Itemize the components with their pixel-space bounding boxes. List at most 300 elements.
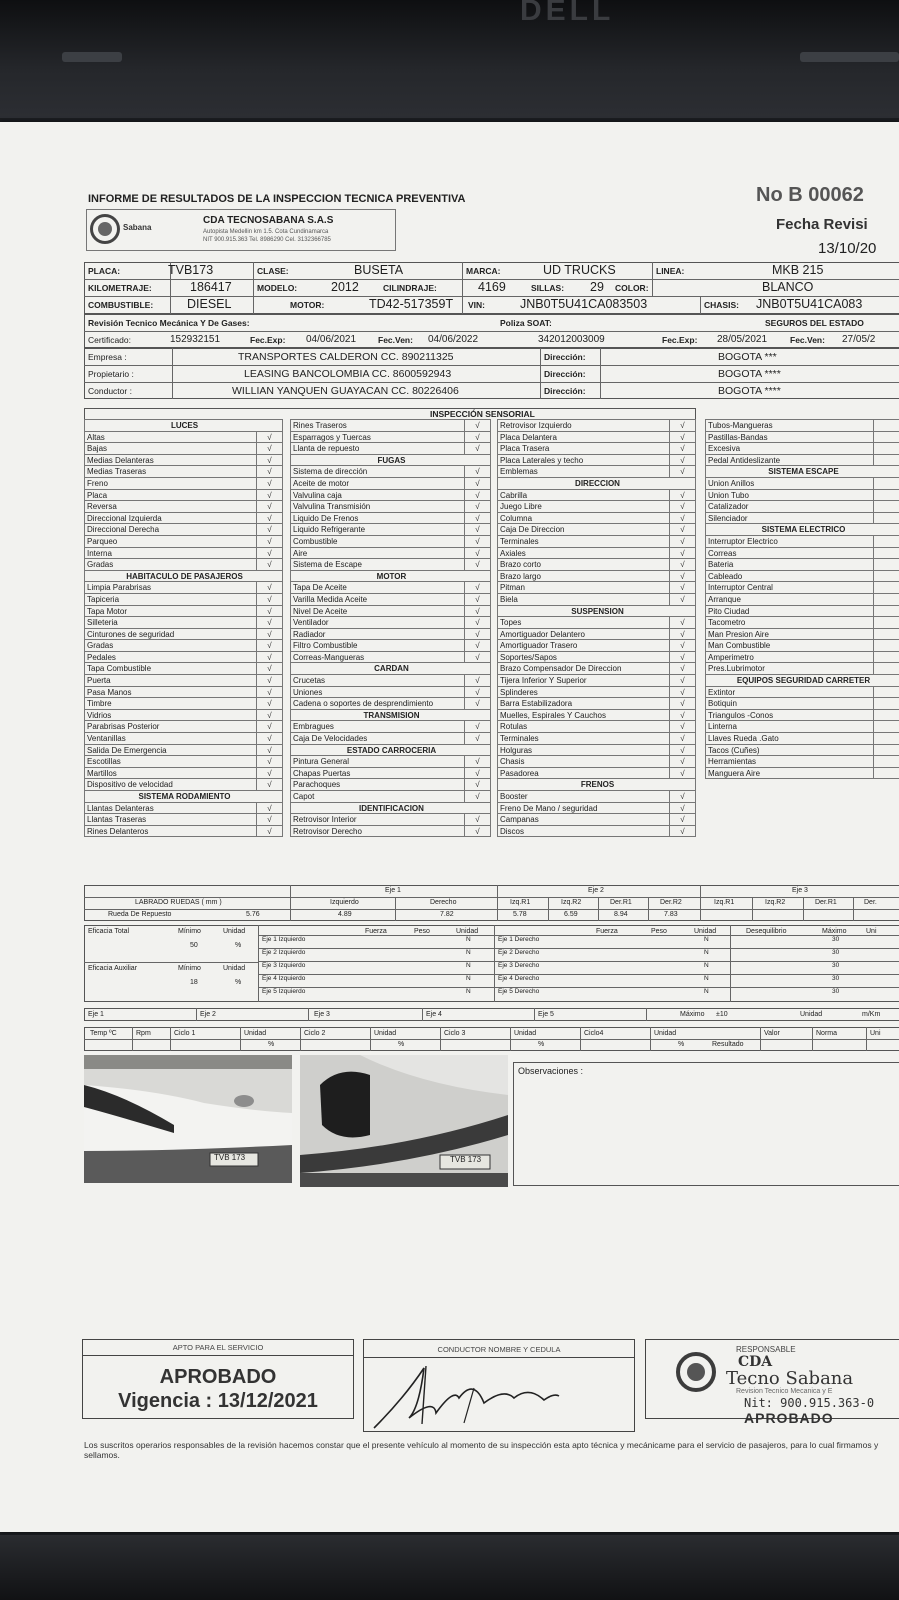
check-mark-icon <box>874 571 899 583</box>
check-mark-icon <box>874 594 899 606</box>
observaciones-box <box>513 1062 899 1186</box>
freno-eje-izq-label: Eje 4 Izquierdo <box>262 975 306 982</box>
checklist-item-label: Dispositivo de velocidad <box>85 779 257 791</box>
check-mark-icon: √ <box>670 663 696 675</box>
check-mark-icon: √ <box>465 687 491 699</box>
gases-col-header: Norma <box>816 1030 838 1037</box>
eje1-izq-value: 4.89 <box>338 911 352 918</box>
combustible-value: DIESEL <box>187 297 232 311</box>
checklist-item-label: Ventanillas <box>85 733 257 745</box>
soat-label: Poliza SOAT: <box>500 318 552 328</box>
checklist-item-label: Topes <box>498 617 670 629</box>
check-mark-icon: √ <box>257 768 283 780</box>
company-address: Autopista Medellin km 1.5. Cota Cundinamarca <box>203 229 329 235</box>
section-heading: HABITACULO DE PASAJEROS <box>85 571 283 583</box>
check-mark-icon: √ <box>670 524 696 536</box>
check-mark-icon: √ <box>670 501 696 513</box>
stamp-sub: Revision Tecnico Mecanica y E <box>736 1388 833 1395</box>
freno-max-value: 30 <box>832 949 840 956</box>
check-mark-icon: √ <box>257 490 283 502</box>
check-mark-icon <box>874 536 899 548</box>
empresa-value: TRANSPORTES CALDERON CC. 890211325 <box>238 351 454 363</box>
gases-pct: % <box>538 1041 545 1048</box>
checklist-item-label: Placa Delantera <box>498 432 670 444</box>
checklist-column-3 <box>497 419 696 837</box>
section-heading: SISTEMA ESCAPE <box>706 466 899 478</box>
check-mark-icon: √ <box>670 756 696 768</box>
checklist-item-label: Barra Estabilizadora <box>498 698 670 710</box>
freno-max-value: 30 <box>832 962 840 969</box>
checklist-item-label: Cadena o soportes de desprendimiento <box>291 698 465 710</box>
check-mark-icon: √ <box>257 617 283 629</box>
e2-head-2: Izq.R2 <box>561 899 582 906</box>
checklist-column-1 <box>84 419 283 837</box>
checklist-item-label: Freno De Mano / seguridad <box>498 803 670 815</box>
checklist-item-label: Pres.Lubrimotor <box>706 663 874 675</box>
checklist-item-label: Tubos-Mangueras <box>706 420 874 432</box>
aprobado-text: APROBADO <box>159 1366 277 1388</box>
check-mark-icon: √ <box>670 652 696 664</box>
freno-unit-n-r: N <box>704 936 709 943</box>
min-total-value: 50 <box>190 942 198 949</box>
company-nit: NIT 900.915.363 Tel. 8986290 Cel. 3132366785 <box>203 237 331 243</box>
vin-label: VIN: <box>468 300 485 310</box>
check-mark-icon: √ <box>257 779 283 791</box>
checklist-item-label: Varilla Medida Aceite <box>291 594 465 606</box>
check-mark-icon: √ <box>670 826 696 838</box>
clase-label: CLASE: <box>257 266 289 276</box>
check-mark-icon <box>874 432 899 444</box>
freno-unit-n: N <box>466 975 471 982</box>
checklist-item-label: Juego Libre <box>498 501 670 513</box>
empresa-label: Empresa : <box>88 352 127 362</box>
soat-value: 342012003009 <box>538 334 605 345</box>
unit-total-value: % <box>235 942 242 949</box>
checklist-item-label: Brazo Compensador De Direccion <box>498 663 670 675</box>
checklist-item-label: Valvulina caja <box>291 490 465 502</box>
fuerza-label: Fuerza <box>365 928 387 935</box>
document-number: No B 00062 <box>756 184 864 206</box>
checklist-item-label: Caja De Direccion <box>498 524 670 536</box>
gases-col-header: Ciclo 3 <box>444 1030 466 1037</box>
certificado-label: Certificado: <box>88 335 131 345</box>
checklist-item-label: Interruptor Electrico <box>706 536 874 548</box>
check-mark-icon: √ <box>257 582 283 594</box>
fecha-label: Fecha Revisi <box>776 216 868 233</box>
checklist-item-label: Manguera Aire <box>706 768 874 780</box>
checklist-item-label: Pedales <box>85 652 257 664</box>
unidad-r-label: Unidad <box>694 928 717 935</box>
company-box <box>86 209 396 251</box>
check-mark-icon: √ <box>257 710 283 722</box>
e3-head-4: Der. <box>864 899 877 906</box>
checklist-item-label: Herramientas <box>706 756 874 768</box>
freno-eje-izq-label: Eje 1 Izquierdo <box>262 936 306 943</box>
linea-label: LINEA: <box>656 266 685 276</box>
sillas-value: 29 <box>590 280 604 294</box>
checklist-column-4 <box>705 419 899 779</box>
check-mark-icon: √ <box>670 745 696 757</box>
check-mark-icon <box>874 710 899 722</box>
check-mark-icon: √ <box>257 756 283 768</box>
check-mark-icon: √ <box>257 478 283 490</box>
checklist-item-label: Emblemas <box>498 466 670 478</box>
freno-unit-n: N <box>466 962 471 969</box>
eje1-izq-label: Izquierdo <box>330 899 359 906</box>
check-mark-icon: √ <box>465 698 491 710</box>
checklist-item-label: Correas <box>706 548 874 560</box>
check-mark-icon <box>874 721 899 733</box>
checklist-item-label: Tijera Inferior Y Superior <box>498 675 670 687</box>
dell-logo: DELL <box>520 0 615 27</box>
check-mark-icon: √ <box>465 548 491 560</box>
gases-resultado-label: Resultado <box>712 1041 744 1048</box>
check-mark-icon: √ <box>257 524 283 536</box>
checklist-item-label: Placa Laterales y techo <box>498 455 670 467</box>
freno-max-value: 30 <box>832 975 840 982</box>
stamp-cda: CDA <box>738 1354 773 1370</box>
freno-max-value: 30 <box>832 988 840 995</box>
check-mark-icon: √ <box>670 687 696 699</box>
minimo-label: Mínimo <box>178 928 201 935</box>
check-mark-icon: √ <box>670 490 696 502</box>
checklist-item-label: Amortiguador Delantero <box>498 629 670 641</box>
checklist-item-label: Ventilador <box>291 617 465 629</box>
gases-col-header: Valor <box>764 1030 780 1037</box>
checklist-item-label: Man Presion Aire <box>706 629 874 641</box>
checklist-item-label: Triangulos -Conos <box>706 710 874 722</box>
plate-right: TVB 173 <box>450 1155 482 1164</box>
labrado-title: LABRADO RUEDAS ( mm ) <box>135 899 222 906</box>
check-mark-icon: √ <box>670 698 696 710</box>
gases-col-header: Ciclo 1 <box>174 1030 196 1037</box>
check-mark-icon <box>874 652 899 664</box>
section-heading: FRENOS <box>498 779 696 791</box>
eje1-label: Eje 1 <box>385 887 401 894</box>
empresa-dir-label: Dirección: <box>544 352 586 362</box>
check-mark-icon: √ <box>670 548 696 560</box>
checklist-item-label: Terminales <box>498 536 670 548</box>
checklist-item-label: Llantas Delanteras <box>85 803 257 815</box>
checklist-item-label: Man Combustible <box>706 640 874 652</box>
checklist-item-label: Altas <box>85 432 257 444</box>
section-heading: EQUIPOS SEGURIDAD CARRETER <box>706 675 899 687</box>
check-mark-icon: √ <box>465 524 491 536</box>
checklist-item-label: Brazo corto <box>498 559 670 571</box>
marca-value: UD TRUCKS <box>543 263 616 277</box>
unit-aux-value: % <box>235 979 242 986</box>
freno-unit-n: N <box>466 949 471 956</box>
checklist-item-label: Catalizador <box>706 501 874 513</box>
check-mark-icon: √ <box>257 814 283 826</box>
checklist-item-label: Biela <box>498 594 670 606</box>
section-heading: TRANSMISION <box>291 710 491 722</box>
km-value: 186417 <box>190 280 232 294</box>
color-label: COLOR: <box>615 283 649 293</box>
empresa-dir-value: BOGOTA *** <box>718 351 777 363</box>
fecha-value: 13/10/20 <box>818 240 877 257</box>
checklist-item-label: Silenciador <box>706 513 874 525</box>
checklist-item-label: Union Tubo <box>706 490 874 502</box>
freno-unit-n: N <box>466 936 471 943</box>
checklist-item-label: Liquido Refrigerante <box>291 524 465 536</box>
soat-fven-value: 27/05/2 <box>842 334 876 345</box>
checklist-item-label: Correas-Mangueras <box>291 652 465 664</box>
checklist-item-label: Limpia Parabrisas <box>85 582 257 594</box>
section-heading: ESTADO CARROCERIA <box>291 745 491 757</box>
checklist-item-label: Puerta <box>85 675 257 687</box>
checklist-item-label: Gradas <box>85 559 257 571</box>
checklist-item-label: Tapa De Aceite <box>291 582 465 594</box>
checklist-item-label: Booster <box>498 791 670 803</box>
freno-eje-izq-label: Eje 5 Izquierdo <box>262 988 306 995</box>
gases-pct: % <box>678 1041 685 1048</box>
check-mark-icon <box>874 490 899 502</box>
checklist-item-label: Chapas Puertas <box>291 768 465 780</box>
check-mark-icon: √ <box>465 721 491 733</box>
checklist-item-label: Pintura General <box>291 756 465 768</box>
check-mark-icon <box>874 687 899 699</box>
clase-value: BUSETA <box>354 263 404 277</box>
gases-col-header: Temp ºC <box>90 1030 117 1037</box>
check-mark-icon: √ <box>257 501 283 513</box>
checklist-item-label: Parabrisas Posterior <box>85 721 257 733</box>
checklist-item-label: Uniones <box>291 687 465 699</box>
check-mark-icon: √ <box>670 617 696 629</box>
check-mark-icon: √ <box>670 814 696 826</box>
e2-head-1: Izq.R1 <box>510 899 531 906</box>
e3-head-3: Der.R1 <box>815 899 837 906</box>
check-mark-icon: √ <box>257 803 283 815</box>
check-mark-icon: √ <box>257 721 283 733</box>
checklist-item-label: Sistema de dirección <box>291 466 465 478</box>
check-mark-icon: √ <box>257 455 283 467</box>
checklist-item-label: Extintor <box>706 687 874 699</box>
check-mark-icon <box>874 606 899 618</box>
check-mark-icon: √ <box>257 733 283 745</box>
check-mark-icon: √ <box>465 617 491 629</box>
checklist-item-label: Direccional Derecha <box>85 524 257 536</box>
check-mark-icon: √ <box>257 432 283 444</box>
checklist-item-label: Combustible <box>291 536 465 548</box>
cilindraje-label: CILINDRAJE: <box>383 283 437 293</box>
gases-col-header: Unidad <box>514 1030 537 1037</box>
checklist-item-label: Pedal Antideslizante <box>706 455 874 467</box>
check-mark-icon <box>874 733 899 745</box>
e2-head-4: Der.R2 <box>660 899 682 906</box>
e2-head-3: Der.R1 <box>610 899 632 906</box>
check-mark-icon <box>874 768 899 780</box>
unidad-label: Unidad <box>223 928 246 935</box>
checklist-item-label: Tacometro <box>706 617 874 629</box>
color-value: BLANCO <box>762 280 814 294</box>
rtm-label: Revisión Tecnico Mecánica Y De Gases: <box>88 318 250 328</box>
gases-col-header: Unidad <box>374 1030 397 1037</box>
section-heading: SISTEMA ELECTRICO <box>706 524 899 536</box>
section-heading: SISTEMA RODAMIENTO <box>85 791 283 803</box>
apto-box <box>82 1339 354 1419</box>
conductor-dir-label: Dirección: <box>544 386 586 396</box>
disclaimer-text: Los suscritos operarios responsables de la revisión hacemos constar que el presente vehículo al momento de su inspección esta apto técnica y mecánicame para el servicio de pasajeros, para lo cual firmamos y sellamos. <box>84 1440 879 1460</box>
checklist-item-label: Salida De Emergencia <box>85 745 257 757</box>
checklist-item-label: Gradas <box>85 640 257 652</box>
eje1-der-value: 7.82 <box>440 911 454 918</box>
check-mark-icon: √ <box>257 663 283 675</box>
signature-icon <box>364 1358 634 1432</box>
min-aux-value: 18 <box>190 979 198 986</box>
check-mark-icon: √ <box>670 721 696 733</box>
check-mark-icon: √ <box>670 466 696 478</box>
freno-unit-n-r: N <box>704 962 709 969</box>
repuesto-label: Rueda De Repuesto <box>108 911 172 918</box>
vehicle-photo-left <box>84 1055 292 1183</box>
check-mark-icon: √ <box>465 640 491 652</box>
checklist-item-label: Embragues <box>291 721 465 733</box>
observaciones-label: Observaciones : <box>518 1066 584 1076</box>
freno-eje-der-label: Eje 2 Derecho <box>498 949 540 956</box>
eje3-label: Eje 3 <box>792 887 808 894</box>
gases-pct: % <box>398 1041 405 1048</box>
conductor-signature-box <box>363 1339 635 1432</box>
check-mark-icon: √ <box>465 606 491 618</box>
soat-fexp-value: 28/05/2021 <box>717 334 768 345</box>
checklist-item-label: Martillos <box>85 768 257 780</box>
checklist-item-label: Parqueo <box>85 536 257 548</box>
check-mark-icon: √ <box>465 652 491 664</box>
vin-value: JNB0T5U41CA083503 <box>520 297 648 311</box>
suspension-eje-label: Eje 2 <box>200 1011 216 1018</box>
checklist-item-label: Nivel De Aceite <box>291 606 465 618</box>
check-mark-icon: √ <box>465 594 491 606</box>
checklist-item-label: Linterna <box>706 721 874 733</box>
propietario-dir-label: Dirección: <box>544 369 586 379</box>
gases-col-header: Rpm <box>136 1030 151 1037</box>
checklist-item-label: Escotillas <box>85 756 257 768</box>
rtm-fven-value: 04/06/2022 <box>428 334 479 345</box>
check-mark-icon: √ <box>465 443 491 455</box>
check-mark-icon: √ <box>670 733 696 745</box>
checklist-item-label: Placa <box>85 490 257 502</box>
checklist-item-label: Rines Traseros <box>291 420 465 432</box>
check-mark-icon: √ <box>670 536 696 548</box>
freno-eje-der-label: Eje 5 Derecho <box>498 988 540 995</box>
checklist-item-label: Pasadorea <box>498 768 670 780</box>
document-title: INFORME DE RESULTADOS DE LA INSPECCION TECNICA PREVENTIVA <box>88 193 466 205</box>
check-mark-icon: √ <box>257 594 283 606</box>
vigencia-text: Vigencia : 13/12/2021 <box>118 1390 318 1412</box>
checklist-item-label: Tapa Combustible <box>85 663 257 675</box>
checklist-item-label: Cableado <box>706 571 874 583</box>
freno-unit-n: N <box>466 988 471 995</box>
checklist-item-label: Llaves Rueda .Gato <box>706 733 874 745</box>
checklist-item-label: Arranque <box>706 594 874 606</box>
km-label: KILOMETRAJE: <box>88 283 152 293</box>
suspension-eje-label: Eje 4 <box>426 1011 442 1018</box>
chasis-label: CHASIS: <box>704 300 739 310</box>
gases-col-header: Unidad <box>654 1030 677 1037</box>
check-mark-icon: √ <box>670 640 696 652</box>
gases-col-header: Ciclo 2 <box>304 1030 326 1037</box>
maximo-label: Máximo <box>822 928 847 935</box>
checklist-item-label: Rines Delanteros <box>85 826 257 838</box>
laptop-lower-bezel <box>0 1535 899 1600</box>
checklist-item-label: Splinderes <box>498 687 670 699</box>
checklist-item-label: Valvulina Transmisión <box>291 501 465 513</box>
checklist-column-2 <box>290 419 491 837</box>
sillas-label: SILLAS: <box>531 283 565 293</box>
chasis-value: JNB0T5U41CA083 <box>756 297 863 311</box>
combustible-label: COMBUSTIBLE: <box>88 300 154 310</box>
modelo-label: MODELO: <box>257 283 298 293</box>
checklist-item-label: Holguras <box>498 745 670 757</box>
checklist-item-label: Radiador <box>291 629 465 641</box>
check-mark-icon: √ <box>257 745 283 757</box>
checklist-item-label: Tapiceria <box>85 594 257 606</box>
checklist-item-label: Parachoques <box>291 779 465 791</box>
check-mark-icon: √ <box>465 490 491 502</box>
check-mark-icon: √ <box>465 768 491 780</box>
checklist-item-label: Union Anillos <box>706 478 874 490</box>
checklist-item-label: Caja De Velocidades <box>291 733 465 745</box>
linea-value: MKB 215 <box>772 263 824 277</box>
check-mark-icon: √ <box>257 675 283 687</box>
checklist-item-label: Soportes/Sapos <box>498 652 670 664</box>
conductor-value: WILLIAN YANQUEN GUAYACAN CC. 80226406 <box>232 385 459 397</box>
rtm-fexp-value: 04/06/2021 <box>306 334 357 345</box>
section-heading: LUCES <box>85 420 283 432</box>
stamp-logo-icon <box>676 1352 716 1392</box>
check-mark-icon: √ <box>257 640 283 652</box>
apto-label: APTO PARA EL SERVICIO <box>172 1343 264 1352</box>
checklist-item-label: Freno <box>85 478 257 490</box>
check-mark-icon: √ <box>670 513 696 525</box>
check-mark-icon <box>874 513 899 525</box>
stamp-nit: Nit: 900.915.363-0 <box>744 1396 875 1410</box>
freno-unit-n-r: N <box>704 975 709 982</box>
check-mark-icon: √ <box>465 675 491 687</box>
check-mark-icon: √ <box>670 768 696 780</box>
check-mark-icon: √ <box>465 756 491 768</box>
check-mark-icon: √ <box>465 791 491 803</box>
check-mark-icon: √ <box>465 814 491 826</box>
check-mark-icon: √ <box>465 559 491 571</box>
check-mark-icon: √ <box>670 675 696 687</box>
check-mark-icon: √ <box>670 559 696 571</box>
check-mark-icon: √ <box>257 548 283 560</box>
eje2-label: Eje 2 <box>588 887 604 894</box>
soat-fven-label: Fec.Ven: <box>790 335 825 345</box>
checklist-item-label: Silleteria <box>85 617 257 629</box>
section-heading: DIRECCION <box>498 478 696 490</box>
checklist-item-label: Campanas <box>498 814 670 826</box>
checklist-item-label: Pastillas-Bandas <box>706 432 874 444</box>
peso-r-label: Peso <box>651 928 667 935</box>
susp-unidad-label: Unidad <box>800 1011 823 1018</box>
check-mark-icon: √ <box>257 513 283 525</box>
checklist-item-label: Amperimetro <box>706 652 874 664</box>
uni-label: Uni <box>866 928 877 935</box>
check-mark-icon: √ <box>257 443 283 455</box>
motor-label: MOTOR: <box>290 300 325 310</box>
check-mark-icon <box>874 559 899 571</box>
freno-eje-izq-label: Eje 3 Izquierdo <box>262 962 306 969</box>
checklist-item-label: Liquido De Frenos <box>291 513 465 525</box>
check-mark-icon <box>874 617 899 629</box>
check-mark-icon: √ <box>465 432 491 444</box>
checklist-item-label: Tacos (Cuñes) <box>706 745 874 757</box>
checklist-item-label: Retrovisor Izquierdo <box>498 420 670 432</box>
freno-eje-der-label: Eje 4 Derecho <box>498 975 540 982</box>
